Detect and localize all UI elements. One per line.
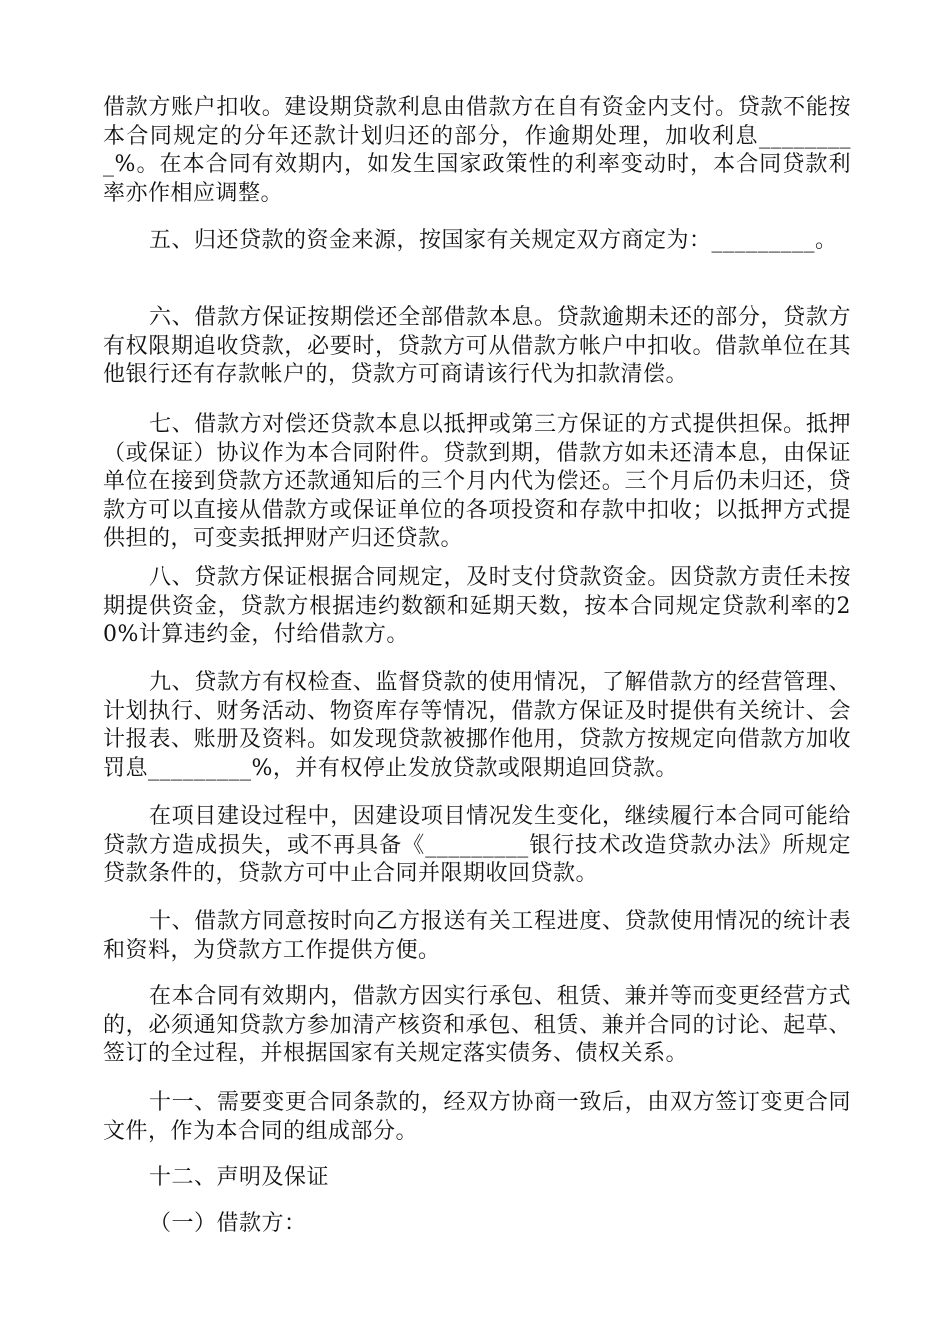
paragraph-article-5: 五、归还贷款的资金来源，按国家有关规定双方商定为：_________。 [149,228,838,253]
paragraph-article-12-heading: 十二、声明及保证 [149,1165,330,1190]
paragraph-article-7: 七、借款方对偿还贷款本息以抵押或第三方保证的方式提供担保。抵押（或保证）协议作为本合同附件。贷款到期，借款方如未还清本息，由保证单位在接到贷款方还款通知后的三个月内代为偿还。三个月后仍未归还，贷款方可以直接从借款方或保证单位的各项投资和存款中扣收；以抵押方式提供担的，可变卖抵押财产归还贷款。 [103,412,851,551]
paragraph-operation-change: 在本合同有效期内，借款方因实行承包、租赁、兼并等而变更经营方式的，必须通知贷款方参加清产核资和承包、租赁、兼并合同的讨论、起草、签订的全过程，并根据国家有关规定落实债务、债权关系。 [103,984,851,1066]
paragraph-article-10: 十、借款方同意按时向乙方报送有关工程进度、贷款使用情况的统计表和资料，为贷款方工作提供方便。 [103,909,851,963]
paragraph-interest-overdue: 借款方账户扣收。建设期贷款利息由借款方在自有资金内支付。贷款不能按本合同规定的分年还款计划归还的部分，作逾期处理，加收利息_________%。在本合同有效期内，如发生国家政策性的利率变动时，本合同贷款利率亦作相应调整。 [103,95,851,206]
paragraph-borrower-heading: （一）借款方： [149,1211,307,1236]
paragraph-article-8: 八、贷款方保证根据合同规定，及时支付贷款资金。因贷款方责任未按期提供资金，贷款方根据违约数额和延期天数，按本合同规定贷款利率的20%计算违约金，付给借款方。 [103,565,851,647]
paragraph-article-9: 九、贷款方有权检查、监督贷款的使用情况，了解借款方的经营管理、计划执行、财务活动、物资库存等情况，借款方保证及时提供有关统计、会计报表、账册及资料。如发现贷款被挪作他用，贷款方按规定向借款方加收罚息_________%，并有权停止发放贷款或限期追回贷款。 [103,670,851,781]
paragraph-article-11: 十一、需要变更合同条款的，经双方协商一致后，由双方签订变更合同文件，作为本合同的组成部分。 [103,1090,851,1144]
paragraph-project-change: 在项目建设过程中，因建设项目情况发生变化，继续履行本合同可能给贷款方造成损失，或不再具备《_________银行技术改造贷款办法》所规定贷款条件的，贷款方可中止合同并限期收回贷款。 [103,804,851,886]
paragraph-article-6: 六、借款方保证按期偿还全部借款本息。贷款逾期未还的部分，贷款方有权限期追收贷款，必要时，贷款方可从借款方帐户中扣收。借款单位在其他银行还有存款帐户的，贷款方可商请该行代为扣款清偿。 [103,305,851,387]
